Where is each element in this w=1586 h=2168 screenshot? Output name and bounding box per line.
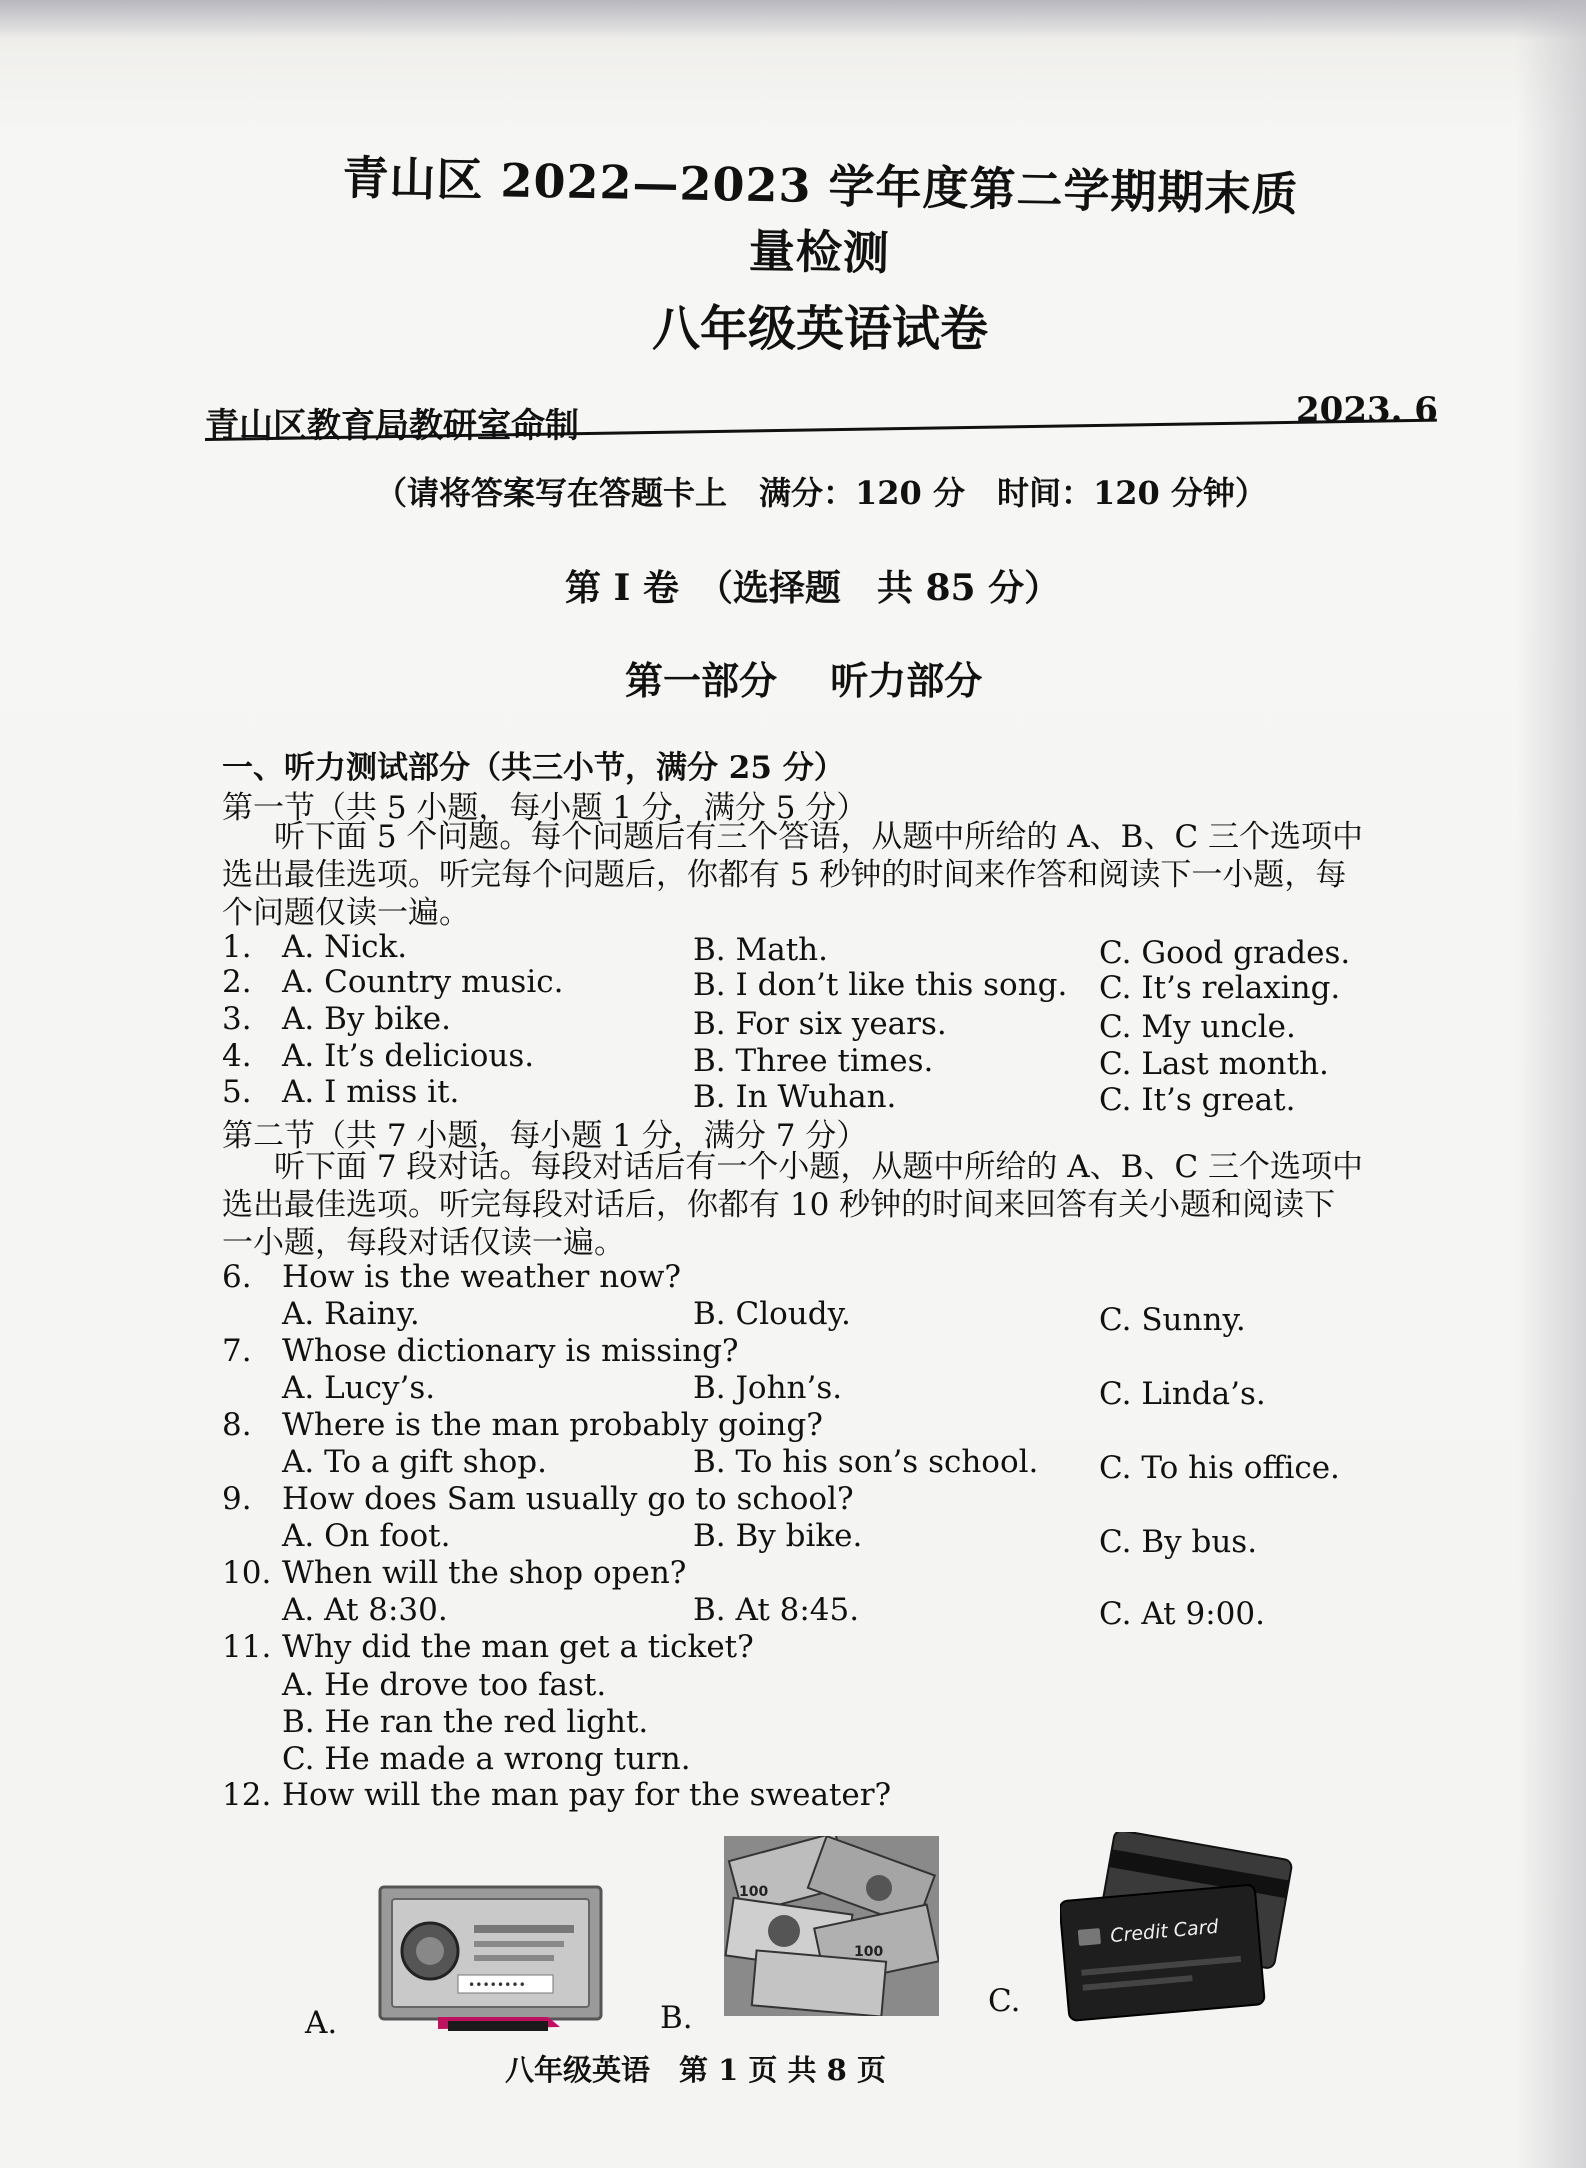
credit-card-text: Credit Card xyxy=(1109,1915,1220,1948)
id-card-icon xyxy=(378,1885,603,2035)
top-shadow xyxy=(0,0,1586,40)
option-b: B. Cloudy. xyxy=(693,1296,851,1332)
option-b: B. For six years. xyxy=(693,1006,947,1042)
option-a-label: A. xyxy=(305,2005,338,2041)
page-footer: 八年级英语 第 1 页 共 8 页 xyxy=(505,2053,886,2087)
option-c: C. Linda’s. xyxy=(1099,1376,1266,1412)
exam-title: 青山区 2022—2023 学年度第二学期期末质量检测 xyxy=(342,150,1299,281)
option-b: B. In Wuhan. xyxy=(693,1079,897,1115)
option-c: C. Sunny. xyxy=(1099,1302,1246,1338)
question-number: 10. xyxy=(222,1555,272,1591)
question-number: 6. xyxy=(222,1259,252,1295)
option-b: B. He ran the red light. xyxy=(282,1704,649,1740)
option-b: B. To his son’s school. xyxy=(693,1444,1039,1480)
option-c: C. It’s relaxing. xyxy=(1099,970,1341,1006)
question-text: How will the man pay for the sweater? xyxy=(282,1777,892,1813)
option-b: B. At 8:45. xyxy=(693,1592,860,1628)
question-number: 3. xyxy=(222,1001,252,1037)
question-number: 2. xyxy=(222,964,252,1000)
option-a: A. I miss it. xyxy=(282,1074,460,1110)
money-icon xyxy=(724,1836,939,2016)
question-text: How is the weather now? xyxy=(282,1259,681,1295)
option-c: C. Last month. xyxy=(1099,1046,1329,1082)
option-a: A. Rainy. xyxy=(282,1296,420,1332)
option-a: A. It’s delicious. xyxy=(282,1038,535,1074)
option-a: A. To a gift shop. xyxy=(282,1444,547,1480)
question-text: Why did the man get a ticket? xyxy=(282,1629,754,1665)
option-c: C. By bus. xyxy=(1099,1524,1258,1560)
question-text: How does Sam usually go to school? xyxy=(282,1481,854,1517)
exam-subtitle: 八年级英语试卷 xyxy=(651,301,988,357)
question-text: Whose dictionary is missing? xyxy=(282,1333,739,1369)
exam-date: 2023. 6 xyxy=(1296,390,1438,430)
exam-note: （请将答案写在答题卡上 满分：120 分 时间：120 分钟） xyxy=(375,474,1267,512)
option-c-label: C. xyxy=(988,1983,1021,2019)
svg-text:100: 100 xyxy=(739,1884,769,1900)
option-b: B. Math. xyxy=(693,932,828,968)
subsection-2-heading: 第二节（共 7 小题，每小题 1 分，满分 7 分） xyxy=(222,1118,868,1154)
option-a: A. At 8:30. xyxy=(282,1592,448,1628)
option-b-label: B. xyxy=(660,2000,693,2036)
question-number: 4. xyxy=(222,1038,252,1074)
option-b: B. Three times. xyxy=(693,1043,934,1079)
right-shadow xyxy=(1516,0,1586,2168)
question-text: When will the shop open? xyxy=(282,1555,687,1591)
option-a: A. On foot. xyxy=(282,1518,451,1554)
question-number: 7. xyxy=(222,1333,252,1369)
volume-heading: 第 I 卷 （选择题 共 85 分） xyxy=(565,567,1061,609)
credit-card-icon xyxy=(1060,1832,1300,2022)
svg-text:••••••••: •••••••• xyxy=(468,1978,526,1992)
question-number: 5. xyxy=(222,1074,252,1110)
section-heading: 一、听力测试部分（共三小节，满分 25 分） xyxy=(222,750,845,786)
option-b: B. John’s. xyxy=(693,1370,843,1406)
option-a: A. Nick. xyxy=(282,929,408,965)
option-a: A. Country music. xyxy=(282,964,564,1000)
subsection-1-heading: 第一节（共 5 小题，每小题 1 分，满分 5 分） xyxy=(222,790,868,826)
svg-text:100: 100 xyxy=(854,1944,884,1960)
question-number: 12. xyxy=(222,1777,272,1813)
question-number: 8. xyxy=(222,1407,252,1443)
exam-maker: 青山区教育局教研室命制 xyxy=(205,406,579,446)
option-c: C. My uncle. xyxy=(1099,1009,1296,1045)
instructions-1: 听下面 5 个问题。每个问题后有三个答语，从题中所给的 A、B、C 三个选项中 选出最佳选项。听完每个问题后，你都有 5 秒钟的时间来作答和阅读下一小题，每 个问题仅读一遍。 xyxy=(222,819,1364,931)
part-heading: 第一部分 听力部分 xyxy=(625,658,983,703)
option-c: C. To his office. xyxy=(1099,1450,1340,1486)
question-text: Where is the man probably going? xyxy=(282,1407,823,1443)
option-c: C. It’s great. xyxy=(1099,1082,1296,1118)
option-b: B. I don’t like this song. xyxy=(693,967,1068,1003)
option-a: A. He drove too fast. xyxy=(282,1667,607,1703)
option-a: A. By bike. xyxy=(282,1001,451,1037)
question-number: 9. xyxy=(222,1481,252,1517)
option-b: B. By bike. xyxy=(693,1518,863,1554)
question-number: 11. xyxy=(222,1629,272,1665)
instructions-2: 听下面 7 段对话。每段对话后有一个小题，从题中所给的 A、B、C 三个选项中 选出最佳选项。听完每段对话后，你都有 10 秒钟的时间来回答有关小题和阅读下 一小题，每段对话仅读一遍。 xyxy=(222,1149,1364,1261)
option-a: A. Lucy’s. xyxy=(282,1370,436,1406)
option-c: C. He made a wrong turn. xyxy=(282,1741,691,1777)
question-number: 1. xyxy=(222,929,252,965)
option-c: C. Good grades. xyxy=(1099,935,1351,971)
option-c: C. At 9:00. xyxy=(1099,1596,1265,1632)
